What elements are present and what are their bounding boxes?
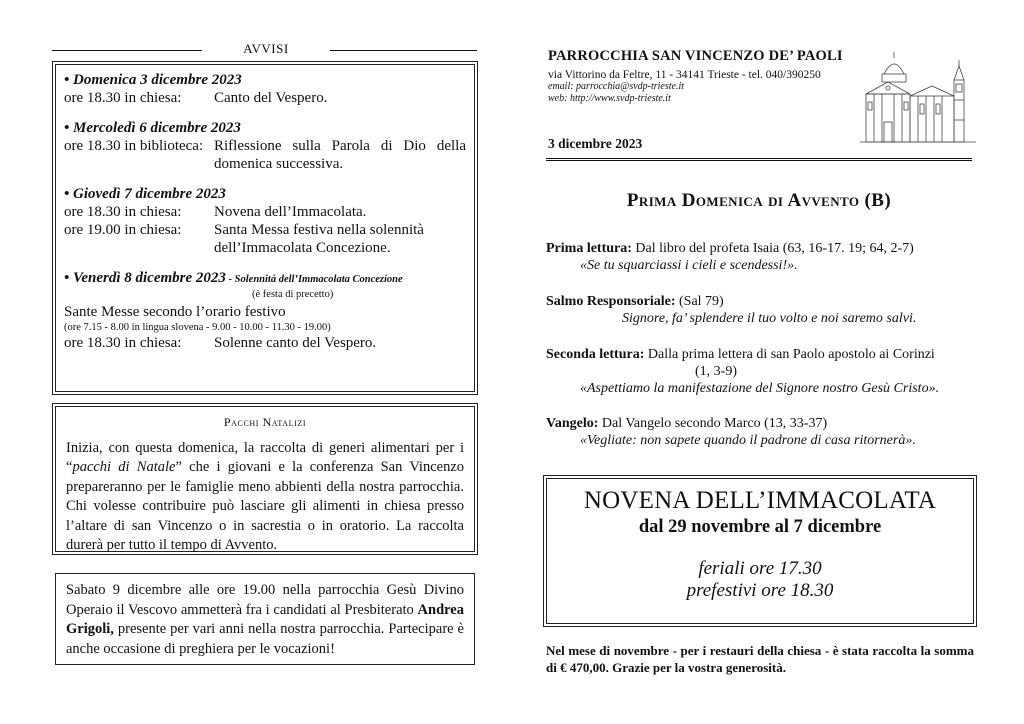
novena-title: NOVENA DELL’IMMACOLATA [583, 487, 937, 514]
reading-item [546, 346, 972, 397]
reading-text: (Sal 79) [675, 294, 724, 309]
reading-ref: (1, 3-9) [695, 364, 737, 379]
pacchi-text-a: Inizia, con questa domenica, la raccolta di generi alimentari per i “ [66, 439, 464, 475]
event-desc: Novena dell’Immacolata. [214, 204, 367, 220]
divider [330, 50, 477, 51]
event-desc: Santa Messa festiva nella solennità dell’Immacolata Concezione. [214, 222, 424, 256]
event-subtitle: - Solennità dell’Immacolata Concezione [225, 274, 403, 285]
event-note: (è festa di precetto) [252, 289, 334, 300]
parish-email: email: parrocchia@svdp-trieste.it [548, 81, 685, 92]
event-time: ore 19.00 in chiesa: [64, 222, 182, 238]
event-time: ore 18.30 in chiesa: [64, 335, 182, 351]
event-item [64, 185, 466, 257]
reading-quote: «Vegliate: non sapete quando il padrone di casa ritornerà». [580, 433, 916, 448]
parish-address: via Vittorino da Feltre, 11 - 34141 Trieste - tel. 040/390250 [548, 69, 821, 81]
events-box [55, 64, 475, 392]
event-desc: Solenne canto del Vespero. [214, 335, 377, 351]
event-row [64, 137, 466, 173]
pacchi-box [55, 406, 475, 552]
reading-item [546, 293, 972, 327]
novena-feriali: feriali ore 17.30 [698, 558, 822, 579]
restauri-notice: Nel mese di novembre - per i restauri della chiesa - è stata raccolta la somma di € 470,00. Grazie per la vostra generosità. [546, 643, 974, 675]
reading-text: Dalla prima lettera di san Paolo apostolo ai Corinzi [644, 347, 935, 362]
event-desc: Riflessione sulla Parola di Dio della domenica successiva. [214, 138, 466, 172]
novena-schedule [547, 558, 973, 602]
novena-prefestivi: prefestivi ore 18.30 [686, 580, 834, 601]
event-title-text: • Venerdì 8 dicembre 2023 [64, 270, 226, 286]
event-title: • Giovedì 7 dicembre 2023 [64, 186, 226, 202]
parish-web: web: http://www.svdp-trieste.it [548, 93, 671, 104]
event-time: ore 18.30 in biblioteca: [64, 138, 204, 154]
pacchi-title: Pacchi Natalizi [223, 415, 307, 429]
reading-text: Dal libro del profeta Isaia (63, 16-17. 19; 64, 2-7) [631, 241, 914, 256]
reading-quote: «Se tu squarciassi i cieli e scendessi!». [580, 258, 798, 273]
event-time: ore 18.30 in chiesa: [64, 204, 182, 220]
event-row [64, 334, 466, 352]
novena-dates: dal 29 novembre al 7 dicembre [638, 517, 882, 537]
divider [52, 50, 202, 51]
reading-text: Dal Vangelo secondo Marco (13, 33-37) [598, 416, 828, 431]
novena-box [546, 478, 974, 624]
avvisi-title: AVVISI [243, 41, 289, 56]
event-row [64, 203, 466, 221]
pacchi-text-b: ” che i giovani e la conferenza San Vincenzo prepareranno per le famiglie meno abbienti della nostra parrocchia. Chi volesse contribuire può lasciare gli alimenti in chiesa presso l’altare di san Vincenzo o in sacrestia o in oratorio. La raccolta durerà per tutto il tempo di Avvento. [66, 459, 464, 553]
reading-quote: «Aspettiamo la manifestazione del Signore nostro Gesù Cristo». [580, 381, 940, 396]
grigoli-text-a: Sabato 9 dicembre alle ore 19.00 nella parrocchia Gesù Divino Operaio il Vescovo ammetterà fra i candidati al Presbiterato [66, 582, 464, 618]
event-title [64, 269, 466, 289]
event-row [64, 221, 466, 257]
grigoli-name: Andrea Grigoli, [66, 601, 464, 637]
sunday-title: Prima Domenica di Avvento (B) [626, 190, 892, 211]
event-title: • Mercoledì 6 dicembre 2023 [64, 120, 241, 136]
reading-item [546, 240, 972, 274]
issue-date: 3 dicembre 2023 [548, 136, 643, 151]
divider [546, 158, 972, 159]
event-item [64, 71, 466, 107]
event-title: • Domenica 3 dicembre 2023 [64, 72, 242, 88]
event-time: ore 18.30 in chiesa: [64, 90, 182, 106]
pacchi-text [66, 439, 464, 556]
reading-quote: Signore, fa’ splendere il tuo volto e noi saremo salvi. [622, 311, 917, 326]
pacchi-text-italic: pacchi di Natale [72, 459, 176, 475]
church-drawing-icon [860, 50, 976, 146]
event-desc: Canto del Vespero. [214, 90, 328, 106]
reading-item [546, 415, 972, 449]
event-times: (ore 7.15 - 8.00 in lingua slovena - 9.00 - 10.00 - 11.30 - 19.00) [64, 322, 331, 333]
grigoli-text-b: presente per vari anni nella nostra parrocchia. Partecipare è anche occasione di preghiera per le vocazioni! [66, 621, 464, 657]
reading-label: Salmo Responsoriale: [546, 294, 676, 309]
parish-name: PARROCCHIA SAN VINCENZO DE’ PAOLI [548, 48, 843, 64]
reading-label: Prima lettura: [546, 241, 632, 256]
reading-label: Seconda lettura: [546, 347, 645, 362]
avvisi-header [52, 40, 477, 60]
parish-header [548, 48, 848, 105]
event-line: Sante Messe secondo l’orario festivo [64, 304, 286, 320]
reading-label: Vangelo: [546, 416, 599, 431]
event-item [64, 119, 466, 173]
grigoli-box [55, 573, 475, 665]
event-item [64, 269, 466, 352]
event-row [64, 89, 466, 107]
divider [546, 160, 972, 161]
